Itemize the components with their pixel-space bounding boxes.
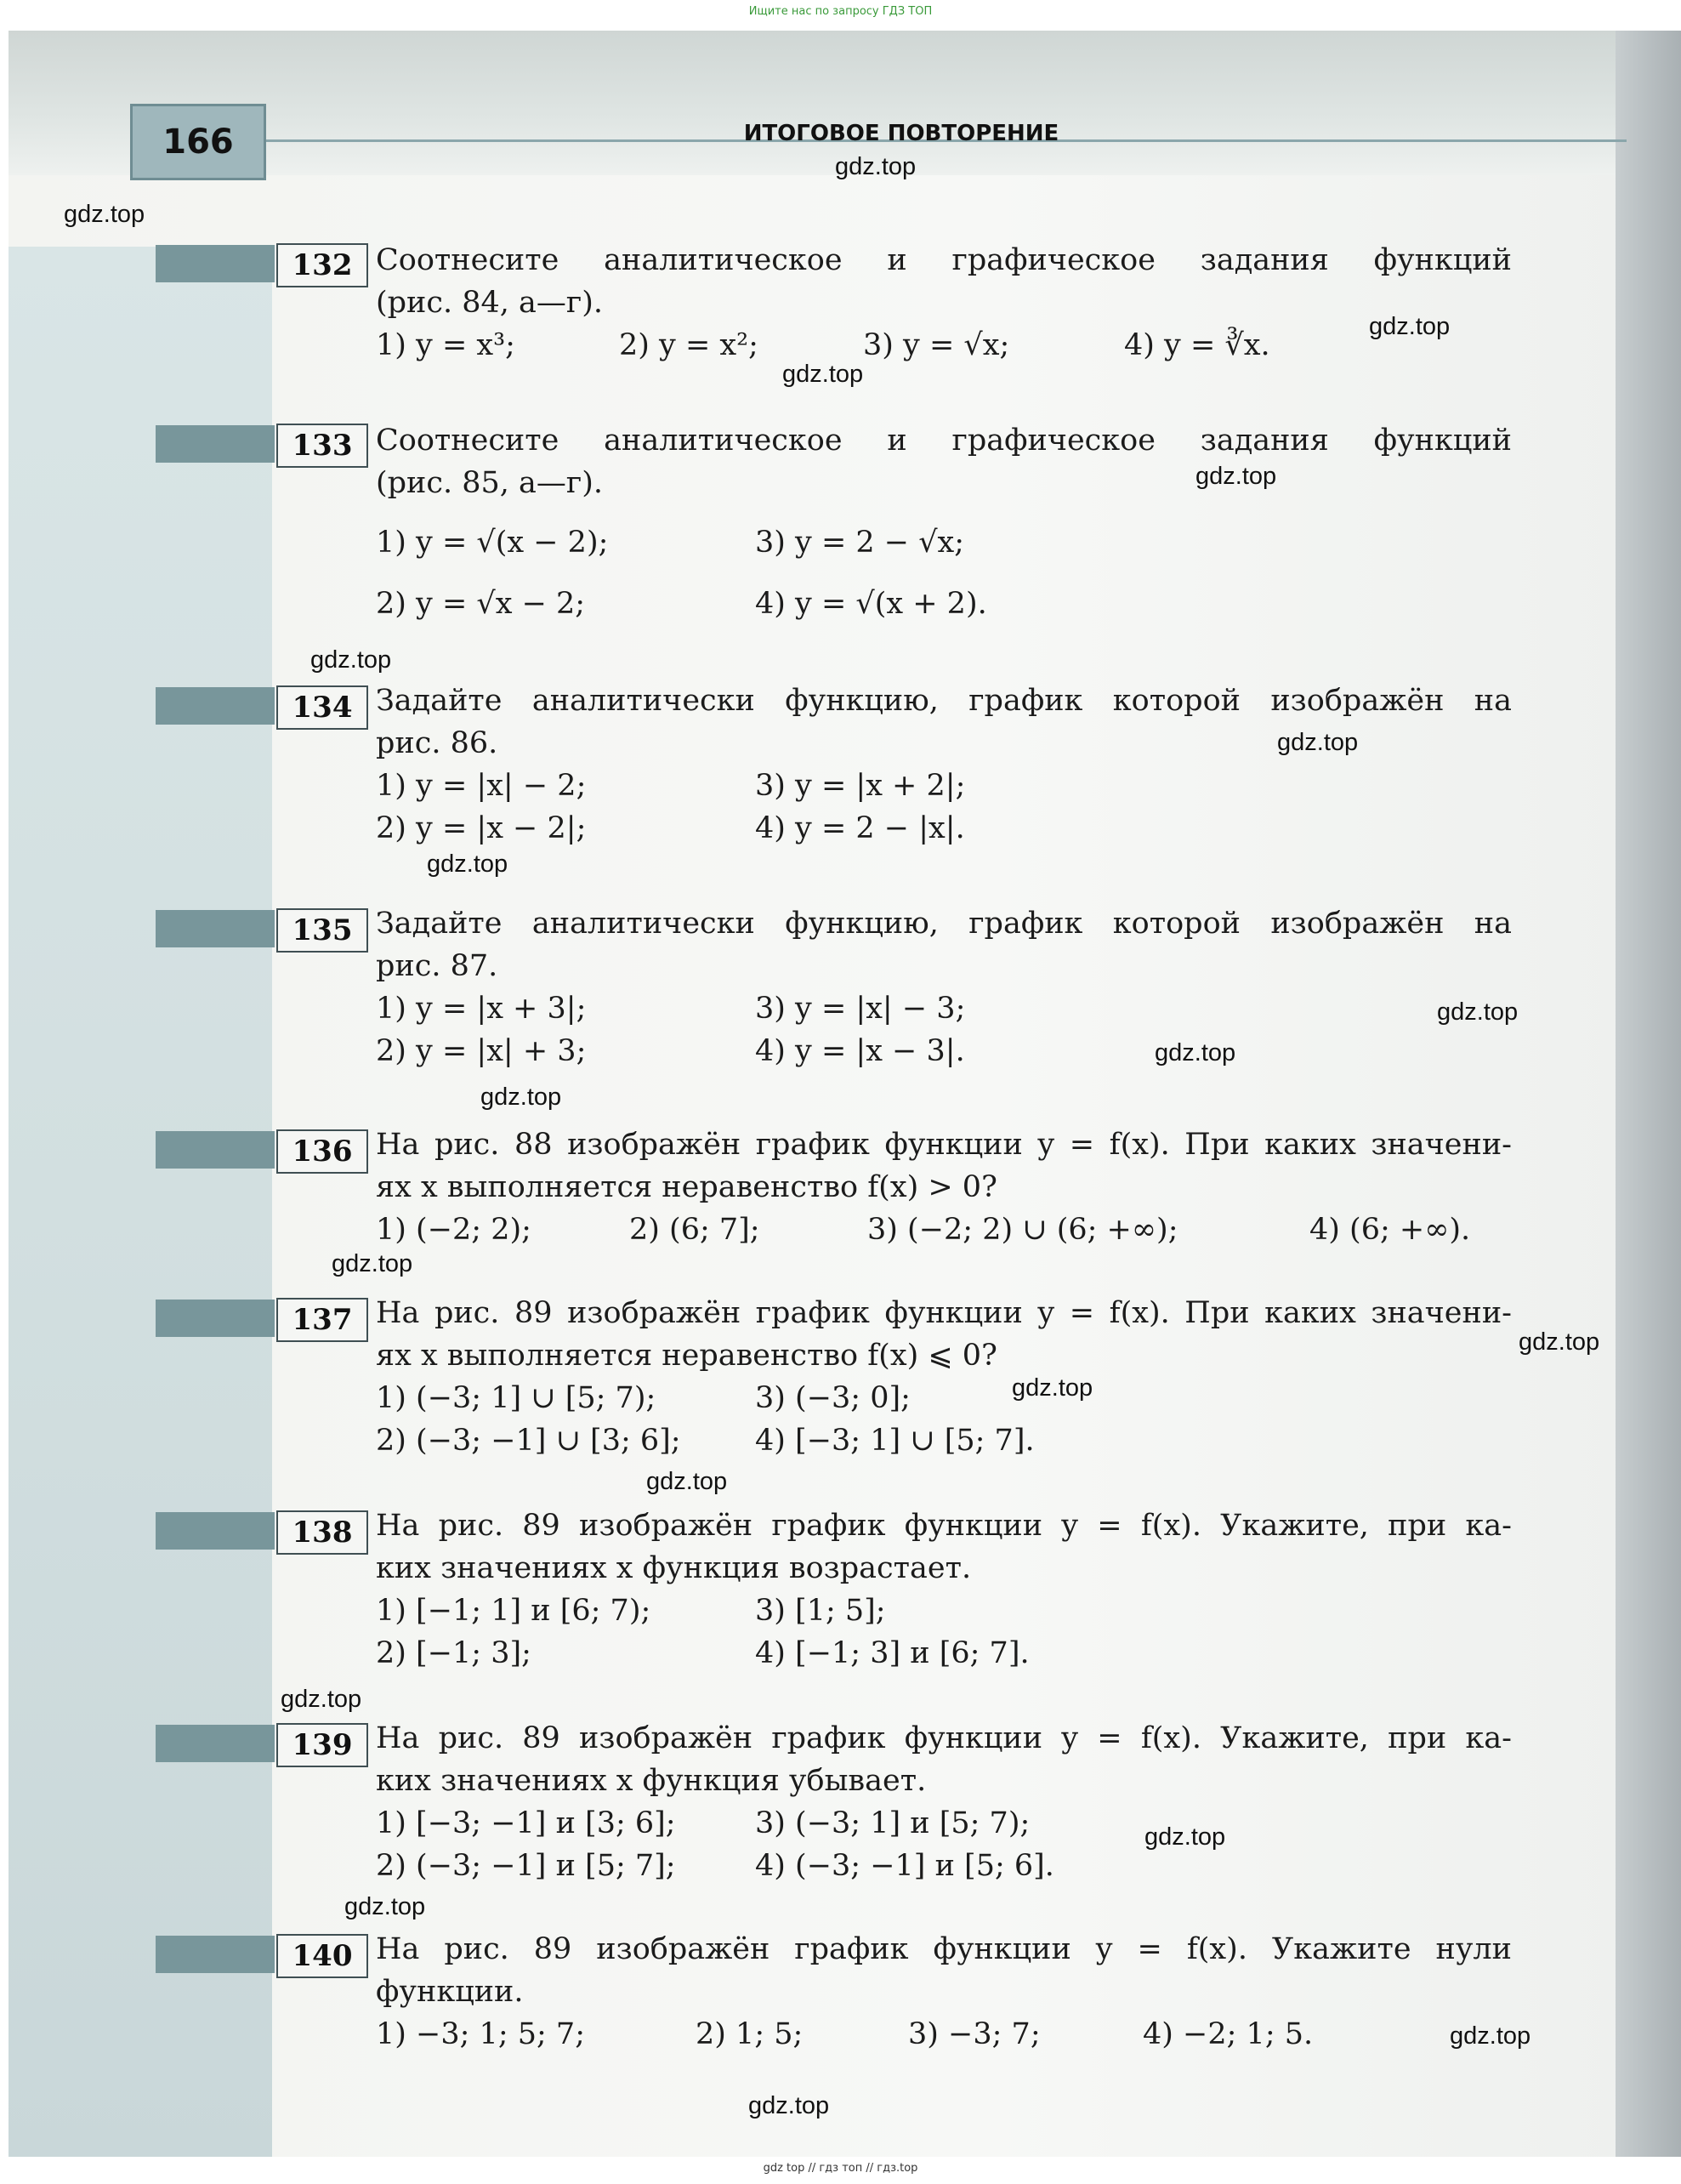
answer-option: 1) y = |x + 3|; [376, 992, 587, 1026]
problem-text: функции. [376, 1975, 524, 2009]
watermark: gdz.top [1155, 1039, 1236, 1066]
answer-option: 3) y = |x| − 3; [755, 992, 966, 1026]
problem-tab [156, 1936, 275, 1973]
answer-option: 4) −2; 1; 5. [1143, 2017, 1314, 2051]
answer-option: 4) (−3; −1] и [5; 6]. [755, 1849, 1054, 1883]
answer-option: 2) y = √x − 2; [376, 587, 586, 621]
watermark: gdz.top [782, 361, 864, 388]
answer-option: 1) (−3; 1] ∪ [5; 7); [376, 1381, 656, 1415]
watermark: gdz.top [64, 201, 145, 228]
watermark: gdz.top [332, 1250, 413, 1277]
answer-option: 1) (−2; 2); [376, 1213, 531, 1247]
answer-option: 2) y = |x − 2|; [376, 811, 587, 845]
problem-tab [156, 687, 275, 725]
section-title: ИТОГОВОЕ ПОВТОРЕНИЕ [743, 121, 1059, 146]
answer-option: 2) y = |x| + 3; [376, 1034, 587, 1068]
watermark: gdz.top [1437, 998, 1519, 1026]
problem-text: ких значениях x функция убывает. [376, 1764, 927, 1798]
answer-option: 3) y = √x; [863, 328, 1010, 362]
problem-number: 140 [276, 1934, 368, 1978]
watermark: gdz.top [646, 1468, 728, 1495]
problem-tab [156, 1725, 275, 1762]
answer-option: 2) (6; 7]; [629, 1213, 760, 1247]
answer-option: 3) [1; 5]; [755, 1594, 886, 1628]
problem-number: 139 [276, 1723, 368, 1767]
answer-option: 4) [−1; 3] и [6; 7]. [755, 1636, 1030, 1670]
problem-tab [156, 245, 275, 282]
answer-option: 1) −3; 1; 5; 7; [376, 2017, 585, 2051]
problem-text: На рис. 89 изображён график функции y = f(x). Укажите нули [376, 1932, 1512, 1966]
answer-option: 4) y = |x − 3|. [755, 1034, 965, 1068]
problem-number: 138 [276, 1510, 368, 1555]
watermark: gdz.top [1195, 463, 1277, 490]
problem-number: 134 [276, 685, 368, 730]
problem-text: рис. 87. [376, 949, 498, 983]
top-note: Ищите нас по запросу ГДЗ ТОП [748, 5, 933, 18]
watermark: gdz.top [1144, 1823, 1226, 1851]
answer-option: 2) 1; 5; [696, 2017, 804, 2051]
page-number: 166 [130, 104, 266, 180]
problem-number: 135 [276, 908, 368, 953]
problem-text: ях x выполняется неравенство f(x) ⩽ 0? [376, 1339, 997, 1373]
answer-option: 2) [−1; 3]; [376, 1636, 531, 1670]
answer-option: 1) y = |x| − 2; [376, 769, 587, 803]
problem-tab [156, 910, 275, 947]
problem-tab [156, 1512, 275, 1550]
problem-number: 136 [276, 1129, 368, 1174]
bottom-note: gdz top // гдз топ // гдз.top [763, 2162, 918, 2175]
watermark: gdz.top [1369, 313, 1451, 340]
problem-text: (рис. 85, а—г). [376, 466, 604, 500]
problem-text: рис. 86. [376, 726, 498, 760]
answer-option: 3) y = |x + 2|; [755, 769, 966, 803]
answer-option: 1) [−3; −1] и [3; 6]; [376, 1806, 676, 1840]
problem-text: На рис. 89 изображён график функции y = f(x). Укажите, при ка- [376, 1509, 1512, 1543]
watermark: gdz.top [480, 1083, 562, 1111]
left-margin-strip [9, 247, 272, 2157]
problem-text: Соотнесите аналитическое и графическое задания функций [376, 424, 1512, 458]
answer-option: 4) y = 2 − |x|. [755, 811, 965, 845]
answer-option: 3) (−3; 1] и [5; 7); [755, 1806, 1031, 1840]
watermark: gdz.top [1277, 729, 1359, 756]
watermark: gdz.top [748, 2092, 830, 2119]
watermark: gdz.top [1519, 1328, 1600, 1356]
watermark: gdz.top [1012, 1374, 1093, 1402]
answer-option: 2) (−3; −1] и [5; 7]; [376, 1849, 676, 1883]
problem-text: На рис. 88 изображён график функции y = f(x). При каких значени- [376, 1128, 1512, 1162]
answer-option: 3) y = 2 − √x; [755, 526, 965, 560]
answer-option: 4) y = ∛x. [1124, 328, 1270, 362]
answer-option: 4) (6; +∞). [1309, 1213, 1471, 1247]
problem-text: ких значениях x функция возрастает. [376, 1551, 972, 1585]
answer-option: 3) −3; 7; [908, 2017, 1041, 2051]
answer-option: 1) y = x³; [376, 328, 515, 362]
problem-text: Задайте аналитически функцию, график которой изображён на [376, 907, 1512, 941]
watermark: gdz.top [310, 646, 392, 674]
answer-option: 1) y = √(x − 2); [376, 526, 609, 560]
problem-text: Задайте аналитически функцию, график которой изображён на [376, 684, 1512, 718]
problem-number: 137 [276, 1298, 368, 1342]
answer-option: 2) (−3; −1] ∪ [3; 6]; [376, 1424, 681, 1458]
problem-tab [156, 425, 275, 463]
answer-option: 2) y = x²; [619, 328, 758, 362]
problem-text: ях x выполняется неравенство f(x) > 0? [376, 1170, 997, 1204]
answer-option: 4) [−3; 1] ∪ [5; 7]. [755, 1424, 1035, 1458]
problem-number: 133 [276, 424, 368, 468]
watermark: gdz.top [344, 1893, 426, 1920]
watermark: gdz.top [835, 153, 917, 180]
problem-number: 132 [276, 243, 368, 287]
answer-option: 4) y = √(x + 2). [755, 587, 987, 621]
problem-tab [156, 1300, 275, 1337]
problem-text: Соотнесите аналитическое и графическое задания функций [376, 243, 1512, 277]
watermark: gdz.top [427, 850, 508, 878]
answer-option: 3) (−3; 0]; [755, 1381, 911, 1415]
problem-text: (рис. 84, а—г). [376, 286, 604, 320]
answer-option: 1) [−1; 1] и [6; 7); [376, 1594, 651, 1628]
problem-text: На рис. 89 изображён график функции y = f(x). При каких значени- [376, 1296, 1512, 1330]
answer-option: 3) (−2; 2) ∪ (6; +∞); [867, 1213, 1178, 1247]
book-gutter [1616, 31, 1681, 2157]
problem-tab [156, 1131, 275, 1169]
watermark: gdz.top [281, 1686, 362, 1713]
problem-text: На рис. 89 изображён график функции y = f(x). Укажите, при ка- [376, 1721, 1512, 1755]
watermark: gdz.top [1450, 2022, 1531, 2050]
